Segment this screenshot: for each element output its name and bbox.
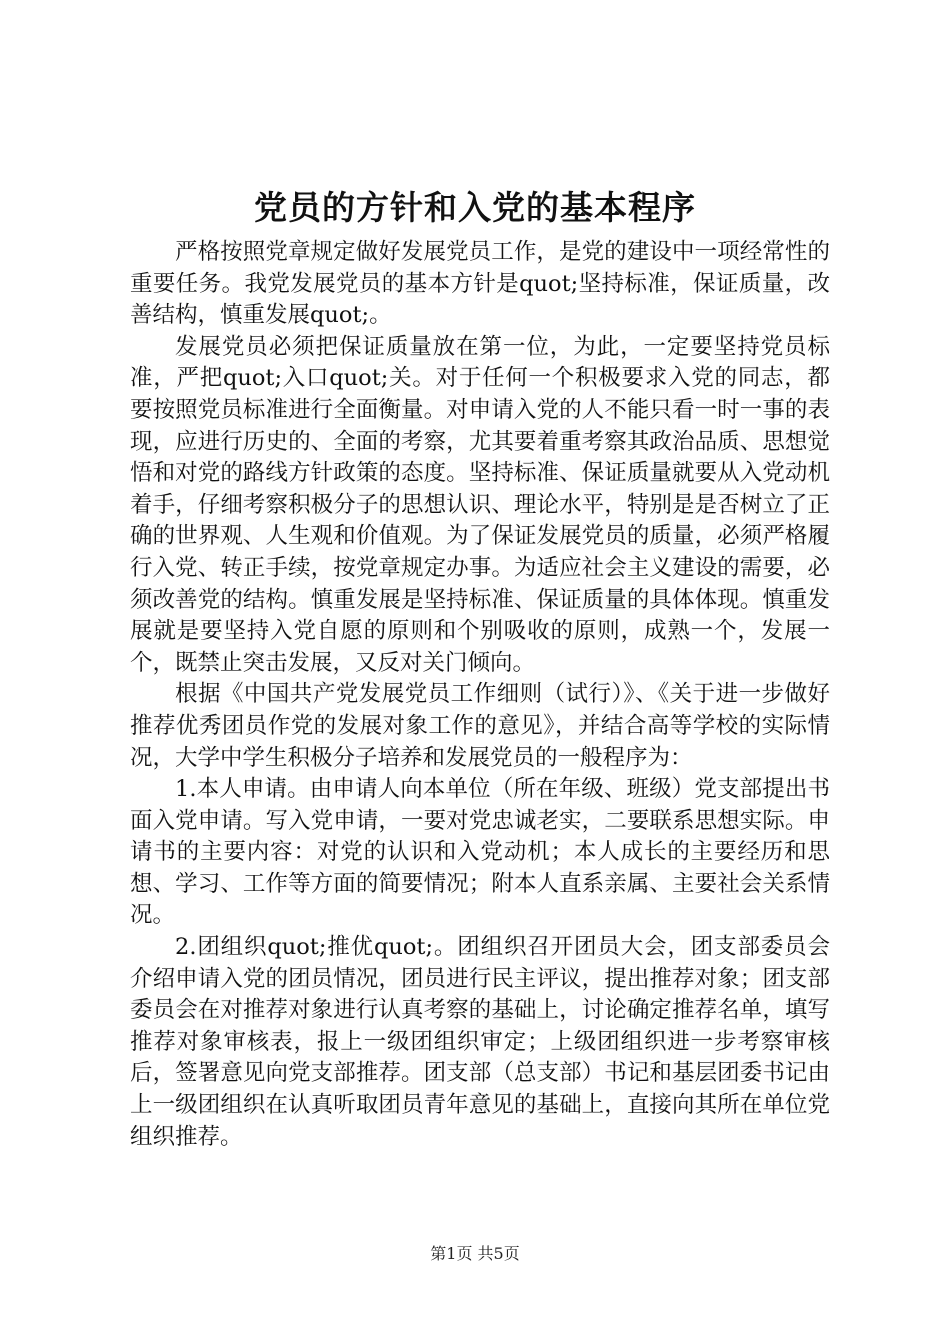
paragraph-intro: 严格按照党章规定做好发展党员工作，是党的建设中一项经常性的重要任务。我党发展党员的基本方针是quot;坚持标准，保证质量，改善结构，慎重发展quot;。 (130, 239, 830, 329)
document-title: 党员的方针和入党的基本程序 (254, 188, 696, 227)
paragraph-quality: 发展党员必须把保证质量放在第一位，为此，一定要坚持党员标准，严把quot;入口quot;关。对于任何一个积极要求入党的同志，都要按照党员标准进行全面衡量。对申请入党的人不能只看一时一事的表现，应进行历史的、全面的考察，尤其要着重考察其政治品质、思想觉悟和对党的路线方针政策的态度。坚持标准、保证质量就要从入党动机着手，仔细考察积极分子的思想认识、理论水平，特别是是否树立了正确的世界观、人生观和价值观。为了保证发展党员的质量，必须严格履行入党、转正手续，按党章规定办事。为适应社会主义建设的需要，必须改善党的结构。慎重发展是坚持标准、保证质量的具体体现。慎重发展就是要坚持入党自愿的原则和个别吸收的原则，成熟一个，发展一个，既禁止突击发展，又反对关门倾向。 (130, 333, 830, 676)
paragraph-step-2: 2.团组织quot;推优quot;。团组织召开团员大会，团支部委员会介绍申请入党的团员情况，团员进行民主评议，提出推荐对象；团支部委员会在对推荐对象进行认真考察的基础上，讨论确定推荐名单，填写推荐对象审核表，报上一级团组织审定；上级团组织进一步考察审核后，签署意见向党支部推荐。团支部（总支部）书记和基层团委书记由上一级团组织在认真听取团员青年意见的基础上，直接向其所在单位党组织推荐。 (130, 934, 830, 1150)
page-footer: 第1页 共5页 (430, 1244, 520, 1263)
document-body (130, 237, 830, 1153)
paragraph-procedure-basis: 根据《中国共产党发展党员工作细则（试行）》、《关于进一步做好推荐优秀团员作党的发展对象工作的意见》，并结合高等学校的实际情况，大学中学生积极分子培养和发展党员的一般程序为： (130, 681, 830, 771)
paragraph-step-1: 1.本人申请。由申请人向本单位（所在年级、班级）党支部提出书面入党申请。写入党申请，一要对党忠诚老实，二要联系思想实际。申请书的主要内容：对党的认识和入党动机；本人成长的主要经历和思想、学习、工作等方面的简要情况；附本人直系亲属、主要社会关系情况。 (130, 776, 830, 929)
